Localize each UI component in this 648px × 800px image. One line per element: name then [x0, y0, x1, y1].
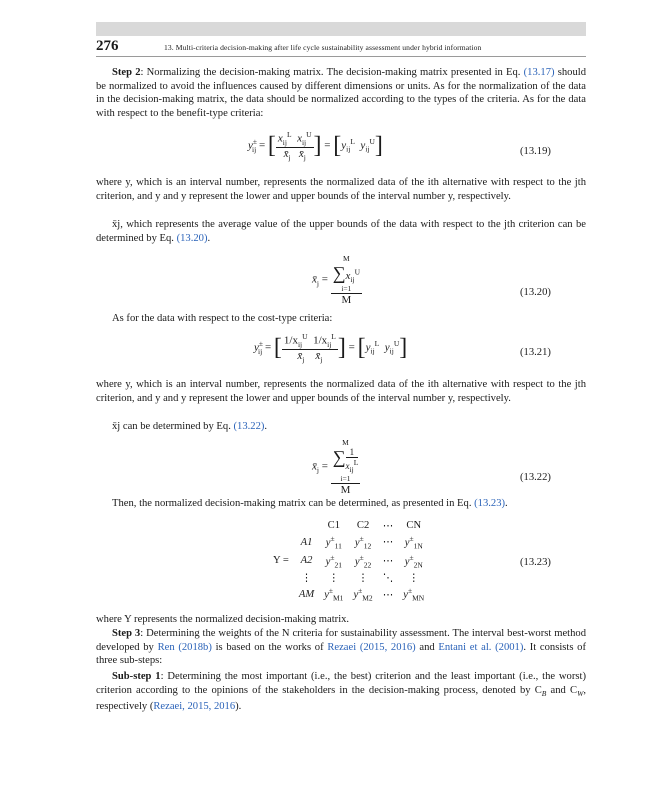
eq-ref-13-17[interactable]: (13.17)	[523, 67, 555, 78]
paragraph-step2: Step 2: Normalizing the decision-making matrix. The decision-making matrix presented in Eq. (13.17) should be normalized to avoid the influences caused by different dimensions or units. As for the normalization of the data in the decision-making matrix, the data should be normalized according to the types of the criteria. As for the data with respect to the benefit-type criteria:	[96, 67, 586, 119]
equation-number: (13.21)	[520, 347, 551, 358]
paragraph-where-1: where y, which is an interval number, represents the normalized data of the ith alternative with respect to the jth criterion, and y and y represent the lower and upper bounds of the interval number y, respectively.	[96, 177, 586, 202]
equation-13-22: $x̄_j$ = M ∑ $\frac{1}{x_{ij}^L}$ i=1 M	[312, 438, 359, 496]
paragraph-average: x̄j, which represents the average value of the upper bounds of the data with respect to the jth criterion can be determined by Eq. (13.20).	[96, 219, 586, 244]
paragraph-substep1: Sub-step 1: Determining the most important (i.e., the best) criterion and the least important (i.e., the worst) criterion according to the opinions of the stakeholders in the decision-making process, denoted by $C_B$ and $C_W$, respectively (Rezaei, 2015, 2016).	[96, 671, 586, 713]
step-label: Step 3	[112, 628, 141, 639]
running-header	[96, 38, 586, 57]
citation-entani[interactable]: Entani et al. (2001)	[438, 641, 524, 653]
substep-label: Sub-step 1	[112, 671, 161, 682]
equation-number: (13.23)	[520, 557, 551, 568]
equation-13-21: $y^\pm_{ij}$ = [ $\frac{1/x_{ij}^U 1/x_{ij}^L}{x̄_j x̄_j}$ ] = [$y_{ij}^L$ $y_{ij}^U$]	[254, 332, 408, 365]
citation-ren[interactable]: Ren (2018b)	[157, 641, 212, 653]
paragraph-matrix-intro: Then, the normalized decision-making matrix can be determined, as presented in Eq. (13.23).	[112, 498, 508, 509]
step-label: Step 2	[112, 67, 141, 78]
citation-rezaei-2[interactable]: Rezaei, 2015, 2016	[153, 701, 236, 713]
citation-rezaei[interactable]: Rezaei (2015, 2016)	[327, 641, 416, 653]
equation-number: (13.22)	[520, 472, 551, 483]
paragraph-step3: Step 3: Determining the weights of the N criteria for sustainability assessment. The interval best-worst method developed by Ren (2018b) is based on the works of Rezaei (2015, 2016) and Entani et al. (2001). It consists of three sub-steps:	[96, 628, 587, 666]
eq-ref-13-20[interactable]: (13.20)	[176, 232, 208, 244]
paragraph-where-3: where Y represents the normalized decision-making matrix.	[96, 614, 350, 625]
paragraph-xbar: x̄j can be determined by Eq. (13.22).	[112, 421, 268, 432]
page-number: 276	[96, 38, 119, 54]
paragraph-where-2: where y, which is an interval number, represents the normalized data of the ith alternative with respect to the jth criterion, and y and y represent the lower and upper bounds of the interval number y, respectively.	[96, 379, 586, 404]
equation-13-19: $y^\pm_{ij}$ = [ $\frac{x_{ij}^L x_{ij}^U}{x̄_j x̄_j}$ ] = [$y_{ij}^L$ $y_{ij}^U$]	[248, 130, 383, 163]
paragraph-cost-type: As for the data with respect to the cost-type criteria:	[112, 313, 333, 324]
running-title: 13. Multi-criteria decision-making after life cycle sustainability assessment under hybrid information	[164, 43, 482, 52]
equation-number: (13.19)	[520, 146, 551, 157]
equation-number: (13.20)	[520, 287, 551, 298]
equation-13-20: $x̄_j$ = M $\sum x_{ij}^U$ i=1 M	[312, 254, 361, 307]
eq-ref-13-22[interactable]: (13.22)	[233, 421, 265, 432]
eq-ref-13-23[interactable]: (13.23)	[474, 498, 506, 509]
header-bar	[96, 22, 586, 36]
equation-13-23-matrix: C1 C2 ⋯ CN A1 $y^\pm_{11}$ $y^\pm_{12}$ ⋯ $y^\pm_{1N}$ Y = A2 $y^\pm_{21}$ $y^\pm_{22}$ ⋯ $y^\pm_{2N}$ ⋮ ⋮ ⋮ ⋱ ⋮ AM $y^\pm_{M1}$ $y^\pm_{M2}$ ⋯ $y^\pm_{MN}$	[273, 520, 425, 603]
